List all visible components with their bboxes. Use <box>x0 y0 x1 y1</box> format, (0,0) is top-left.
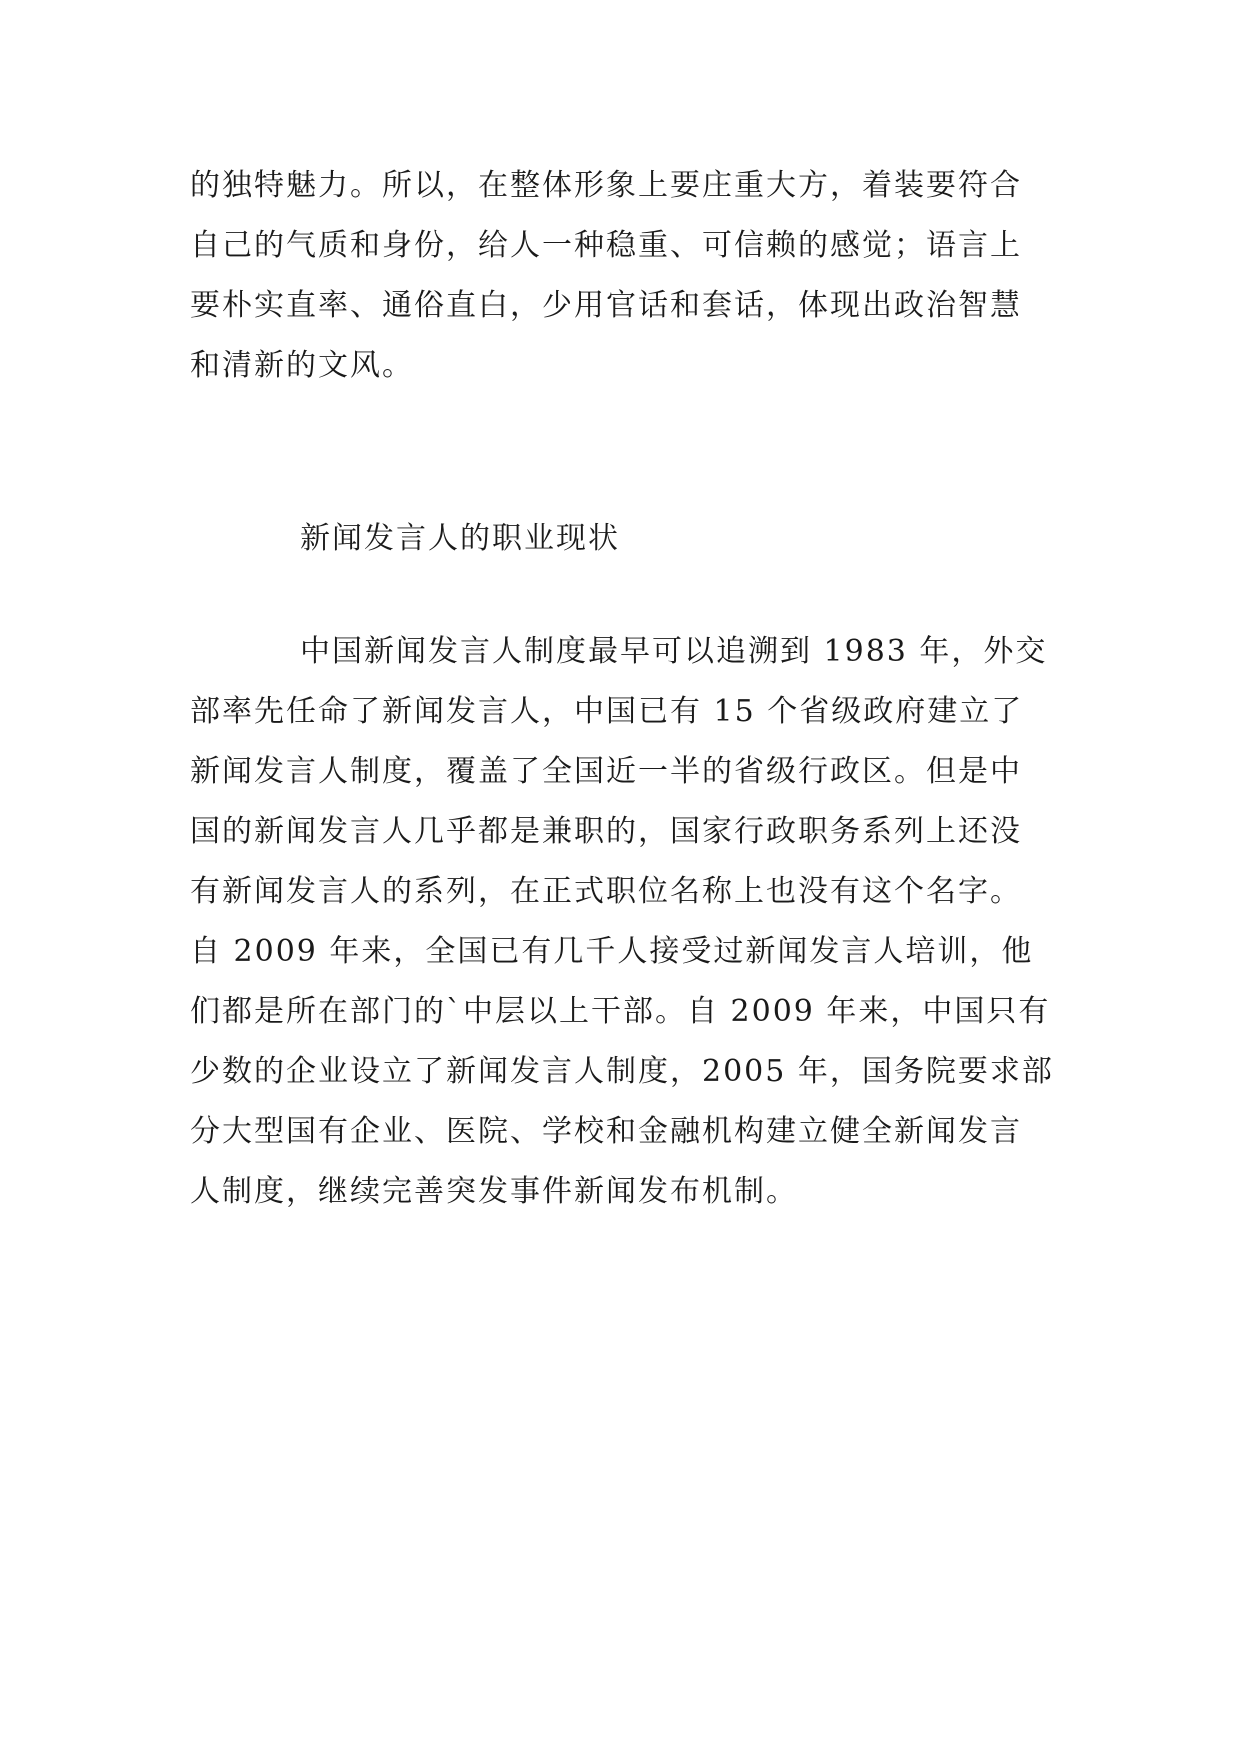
paragraph-line: 自己的气质和身份，给人一种稳重、可信赖的感觉；语言上 <box>190 228 1022 263</box>
paragraph-line: 人制度，继续完善突发事件新闻发布机制。 <box>190 1174 798 1209</box>
section-heading: 新闻发言人的职业现状 <box>300 521 620 556</box>
paragraph-line: 们都是所在部门的`中层以上干部。自 2009 年来，中国只有 <box>190 994 1051 1029</box>
paragraph-line: 和清新的文风。 <box>190 348 414 383</box>
paragraph-line: 要朴实直率、通俗直白，少用官话和套话，体现出政治智慧 <box>190 288 1022 323</box>
paragraph-line: 中国新闻发言人制度最早可以追溯到 1983 年，外交 <box>300 634 1048 669</box>
paragraph-line: 国的新闻发言人几乎都是兼职的，国家行政职务系列上还没 <box>190 814 1022 849</box>
paragraph-line: 新闻发言人制度，覆盖了全国近一半的省级行政区。但是中 <box>190 754 1022 789</box>
paragraph-line: 少数的企业设立了新闻发言人制度，2005 年，国务院要求部 <box>190 1054 1054 1089</box>
paragraph-line: 的独特魅力。所以，在整体形象上要庄重大方，着装要符合 <box>190 168 1022 203</box>
paragraph-line: 有新闻发言人的系列，在正式职位名称上也没有这个名字。 <box>190 874 1022 909</box>
paragraph-line: 自 2009 年来，全国已有几千人接受过新闻发言人培训，他 <box>190 934 1034 969</box>
paragraph-line: 分大型国有企业、医院、学校和金融机构建立健全新闻发言 <box>190 1114 1022 1149</box>
paragraph-line: 部率先任命了新闻发言人，中国已有 15 个省级政府建立了 <box>190 694 1024 729</box>
